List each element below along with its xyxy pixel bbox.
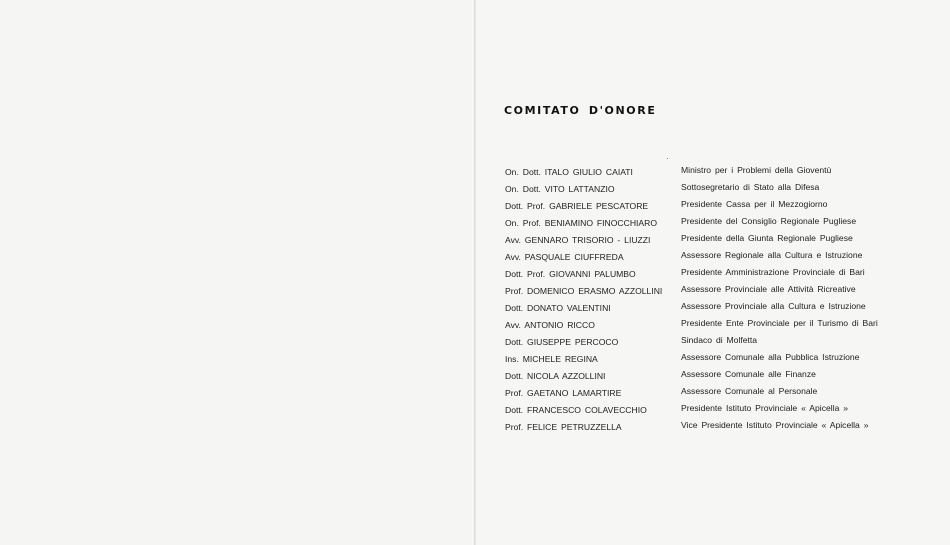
member-name: Dott. Prof. GABRIELE PESCATORE (505, 201, 649, 211)
member-role: Assessore Provinciale alle Attività Ricreative (681, 284, 856, 294)
member-role: Assessore Comunale al Personale (681, 386, 818, 396)
member-role: Presidente del Consiglio Regionale Pugliese (681, 216, 857, 226)
member-name: Prof. FELICE PETRUZZELLA (505, 422, 622, 432)
member-name: Avv. GENNARO TRISORIO - LIUZZI (505, 235, 651, 245)
member-role: Presidente della Giunta Regionale Pugliese (681, 233, 853, 243)
member-role: Presidente Istituto Provinciale « Apicella » (681, 403, 849, 413)
left-page (0, 0, 474, 545)
member-name: Prof. DOMENICO ERASMO AZZOLLINI (505, 286, 663, 296)
member-name: Dott. Prof. GIOVANNI PALUMBO (505, 269, 636, 279)
member-role: Presidente Amministrazione Provinciale di Bari (681, 267, 865, 277)
member-name: Ins. MICHELE REGINA (505, 354, 598, 364)
member-name: Dott. FRANCESCO COLAVECCHIO (505, 405, 647, 415)
member-name: Dott. NICOLA AZZOLLINI (505, 371, 606, 381)
member-role: Assessore Provinciale alla Cultura e Istruzione (681, 301, 866, 311)
list-item (505, 419, 925, 436)
page-title: COMITATO D'ONORE (504, 104, 657, 117)
member-role: Presidente Cassa per il Mezzogiorno (681, 199, 828, 209)
member-name: On. Dott. ITALO GIULIO CAIATI (505, 167, 633, 177)
honor-committee-list (505, 164, 925, 436)
member-role: Ministro per i Problemi della Gioventù (681, 165, 832, 175)
member-name: Prof. GAETANO LAMARTIRE (505, 388, 622, 398)
member-name: On. Dott. VITO LATTANZIO (505, 184, 615, 194)
member-name: Avv. ANTONIO RICCO (505, 320, 595, 330)
member-role: Assessore Comunale alla Pubblica Istruzione (681, 352, 860, 362)
member-name: Avv. PASQUALE CIUFFREDA (505, 252, 624, 262)
member-name: Dott. DONATO VALENTINI (505, 303, 611, 313)
member-role: Vice Presidente Istituto Provinciale « Apicella » (681, 420, 869, 430)
member-role: Assessore Regionale alla Cultura e Istruzione (681, 250, 863, 260)
print-speck (667, 158, 668, 159)
member-role: Sindaco di Molfetta (681, 335, 758, 345)
member-name: Dott. GIUSEPPE PERCOCO (505, 337, 619, 347)
member-name: On. Prof. BENIAMINO FINOCCHIARO (505, 218, 658, 228)
member-role: Assessore Comunale alle Finanze (681, 369, 816, 379)
member-role: Presidente Ente Provinciale per il Turismo di Bari (681, 318, 878, 328)
member-role: Sottosegretario di Stato alla Difesa (681, 182, 820, 192)
